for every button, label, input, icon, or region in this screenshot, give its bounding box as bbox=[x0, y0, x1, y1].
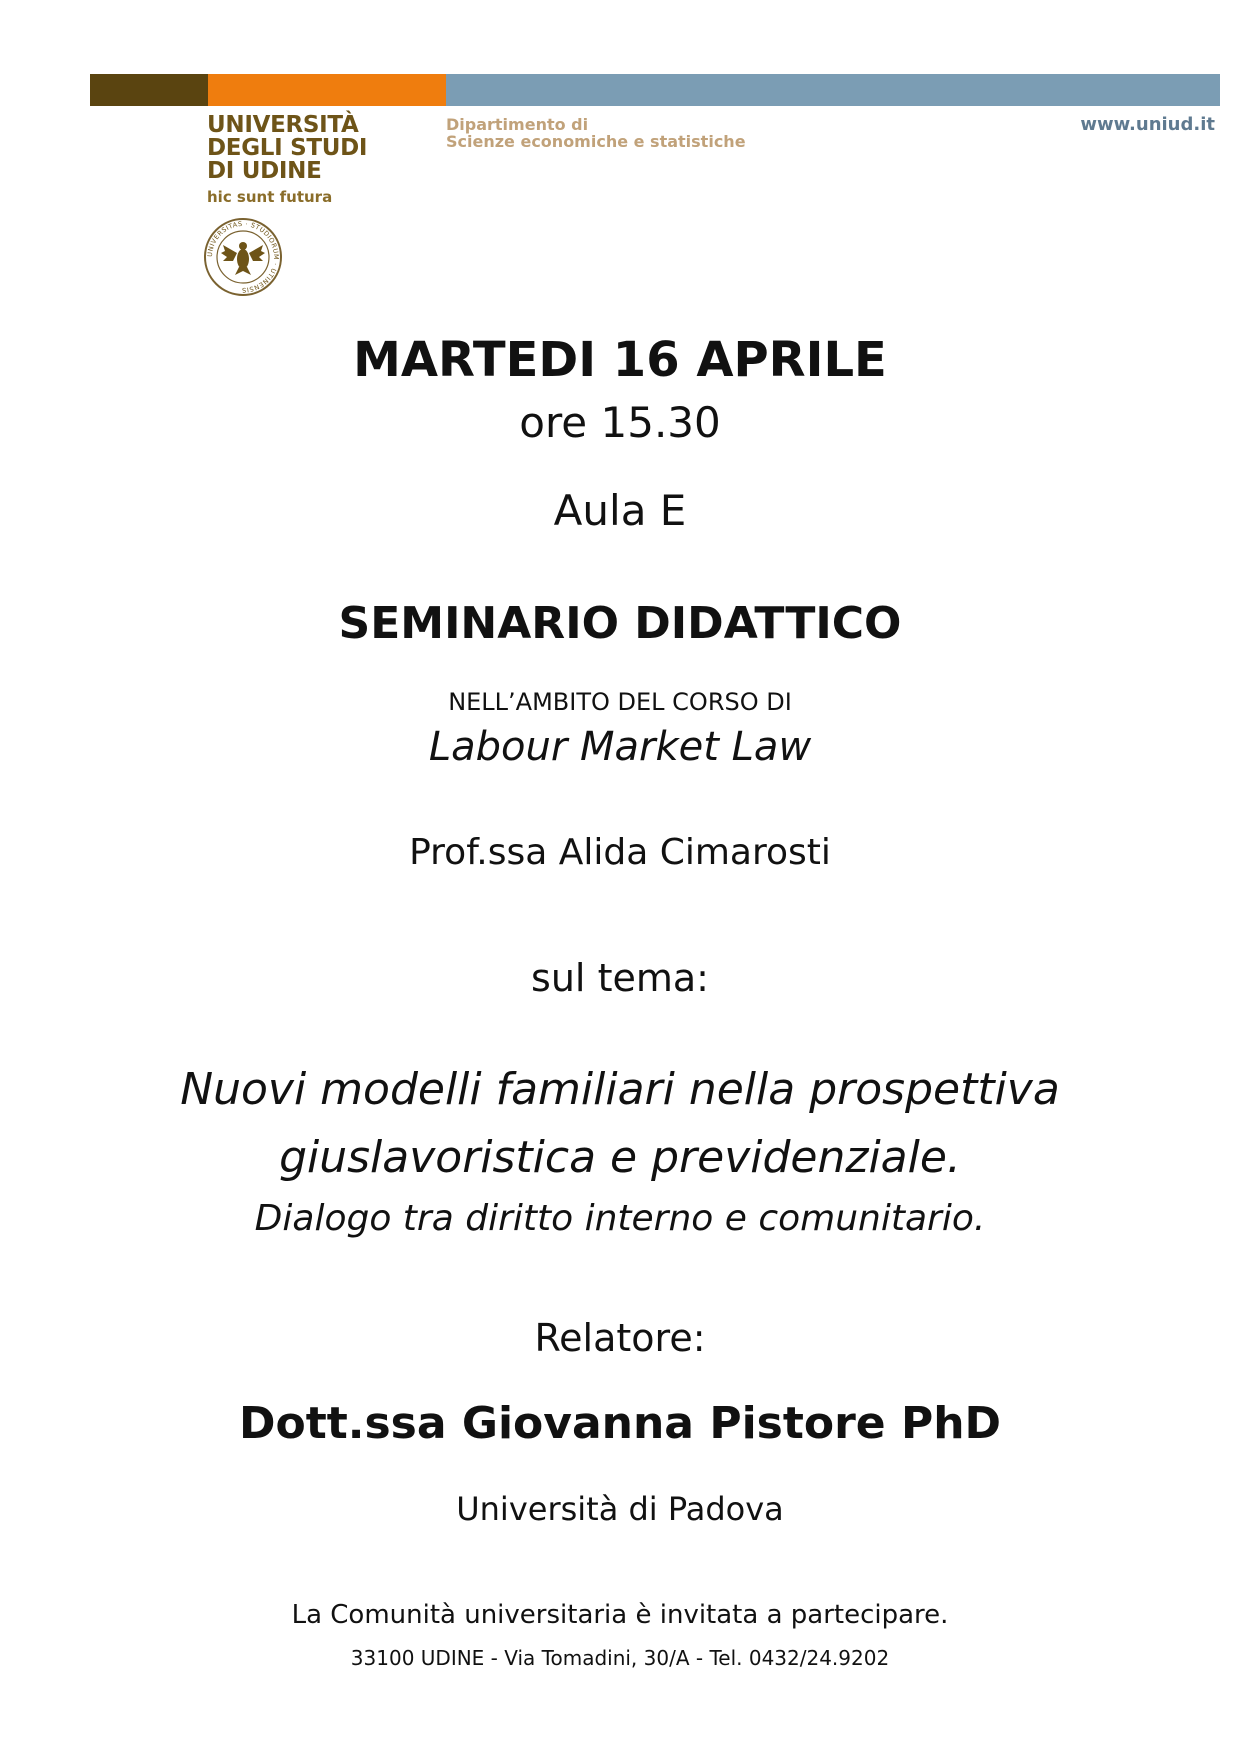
website-link[interactable]: www.uniud.it bbox=[1080, 114, 1215, 135]
topic-line-1: Nuovi modelli familiari nella prospettiva bbox=[180, 1064, 1060, 1115]
department-line-2: Scienze economiche e statistiche bbox=[446, 132, 746, 151]
university-seal-icon bbox=[203, 217, 283, 297]
topic-line-2: giuslavoristica e previdenziale. bbox=[279, 1132, 961, 1183]
seal-text: UNIVERSITAS · STUDIORUM · UTINENSIS bbox=[205, 219, 281, 295]
university-name-line-3: DI UDINE bbox=[207, 158, 322, 184]
speaker-name: Dott.ssa Giovanna Pistore PhD bbox=[238, 1398, 1002, 1449]
topic-line-3: Dialogo tra diritto interno e comunitario. bbox=[254, 1198, 986, 1239]
event-time: ore 15.30 bbox=[519, 398, 721, 447]
department-name bbox=[446, 116, 746, 150]
header-bar-brown bbox=[90, 74, 208, 106]
speaker-affiliation: Università di Padova bbox=[456, 1490, 784, 1528]
course-name: Labour Market Law bbox=[428, 724, 812, 770]
university-name bbox=[207, 114, 367, 183]
department-line-1: Dipartimento di bbox=[446, 115, 589, 134]
theme-intro: sul tema: bbox=[531, 956, 709, 1000]
professor-name: Prof.ssa Alida Cimarosti bbox=[409, 832, 831, 873]
event-room: Aula E bbox=[553, 486, 687, 535]
event-date: MARTEDI 16 APRILE bbox=[353, 332, 887, 388]
header-bar-orange bbox=[208, 74, 446, 106]
university-name-line-1: UNIVERSITÀ bbox=[207, 112, 359, 138]
speaker-intro: Relatore: bbox=[534, 1316, 706, 1360]
header-bar-blue bbox=[446, 74, 1220, 106]
university-name-line-2: DEGLI STUDI bbox=[207, 135, 368, 161]
seminar-title: SEMINARIO DIDATTICO bbox=[338, 598, 902, 649]
invitation-text: La Comunità universitaria è invitata a partecipare. bbox=[291, 1600, 949, 1630]
university-motto: hic sunt futura bbox=[207, 188, 333, 206]
course-intro: NELL’AMBITO DEL CORSO DI bbox=[448, 688, 792, 716]
footer-address: 33100 UDINE - Via Tomadini, 30/A - Tel. 0432/24.9202 bbox=[350, 1646, 890, 1670]
